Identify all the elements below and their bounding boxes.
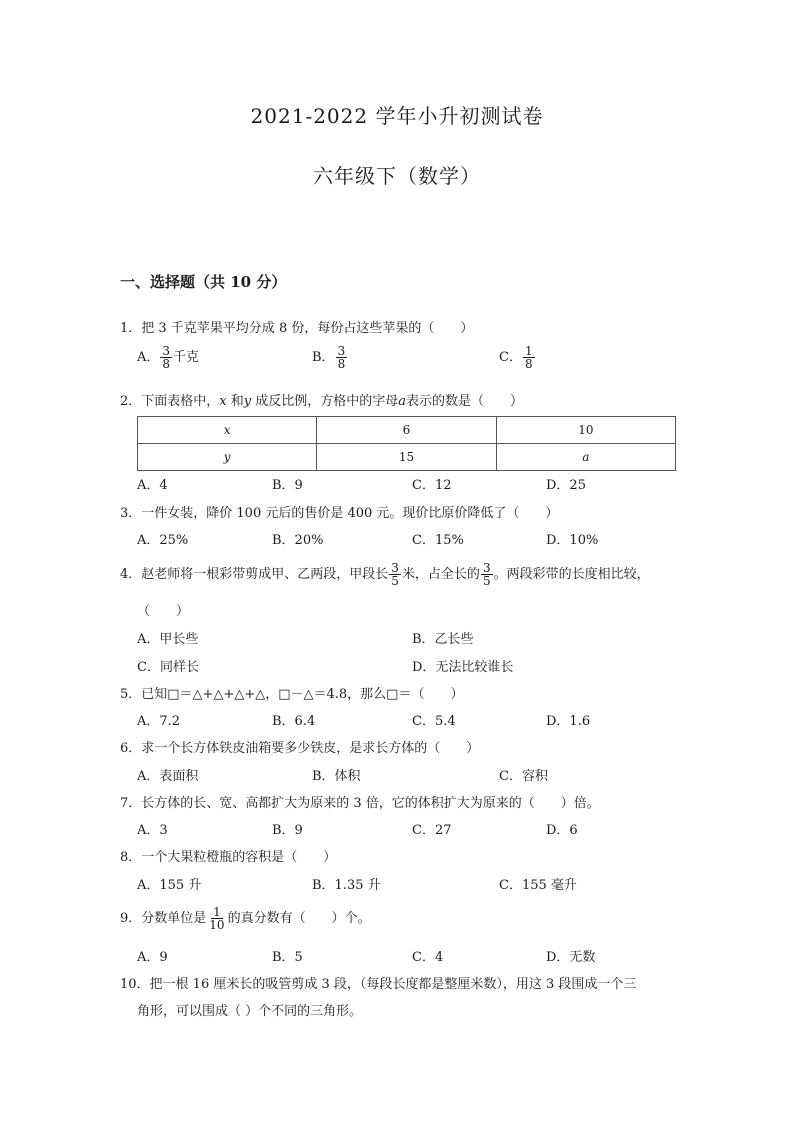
stem-text: 米，占全长的 <box>401 567 480 582</box>
question-7-option-c: C．27 <box>412 823 452 838</box>
question-9-option-b: B．5 <box>272 950 303 965</box>
question-5-option-d: D．1.6 <box>546 714 591 729</box>
question-9-option-c: C．4 <box>412 950 444 965</box>
stem-text: 表示的数是（ ） <box>406 394 524 409</box>
table-cell: x <box>138 417 317 444</box>
question-2-option-c: C．12 <box>412 478 452 493</box>
fraction <box>523 345 535 370</box>
question-3-option-d: D．10% <box>546 533 599 548</box>
question-4-option-c: C．同样长 <box>137 660 199 675</box>
question-8-option-b: B．1.35 升 <box>312 878 381 893</box>
fraction <box>336 345 348 370</box>
proportion-table <box>137 416 676 471</box>
denominator: 10 <box>209 918 225 932</box>
section-heading: 一、选择题（共 10 分） <box>120 273 287 291</box>
question-3-option-c: C．15% <box>412 533 464 548</box>
table-cell: 10 <box>496 417 675 444</box>
question-3-option-b: B．20% <box>272 533 324 548</box>
fraction <box>160 345 172 370</box>
question-7-option-a: A．3 <box>137 823 168 838</box>
question-7-option-d: D．6 <box>546 823 578 838</box>
question-2-stem <box>120 390 523 409</box>
stem-text: 成反比例，方格中的字母 <box>251 394 399 409</box>
denominator: 5 <box>482 574 491 588</box>
question-6-stem: 6．求一个长方体铁皮油箱要多少铁皮，是求长方体的（ ） <box>120 741 480 756</box>
question-8-stem: 8．一个大果粒橙瓶的容积是（ ） <box>120 850 337 865</box>
question-6-option-c: C．容积 <box>499 769 548 784</box>
stem-text: 4．赵老师将一根彩带剪成甲、乙两段，甲段长 <box>120 567 389 582</box>
question-4-answer-blank: （ ） <box>137 604 190 619</box>
question-6-option-a: A．表面积 <box>137 769 199 784</box>
question-3-option-a: A．25% <box>137 533 189 548</box>
option-label: C． <box>499 350 522 365</box>
numerator: 3 <box>162 344 171 358</box>
question-9-stem <box>120 906 371 931</box>
question-8-option-c: C．155 毫升 <box>499 878 577 893</box>
page-title: 2021-2022 学年小升初测试卷 <box>250 104 544 128</box>
stem-text: 的真分数有（ ）个。 <box>227 911 371 926</box>
fraction <box>207 906 226 931</box>
denominator: 8 <box>162 357 171 371</box>
question-5-option-c: C．5.4 <box>412 714 456 729</box>
table-cell: a <box>496 444 675 471</box>
fraction <box>389 562 401 587</box>
option-label: A． <box>137 350 160 365</box>
question-4-option-a: A．甲长些 <box>137 632 199 647</box>
question-9-option-d: D．无数 <box>546 950 596 965</box>
option-suffix: 千克 <box>173 350 200 365</box>
option-label: B． <box>312 350 335 365</box>
question-5-stem: 5．已知□＝△+△+△+△，□－△＝4.8，那么□＝（ ） <box>120 687 464 702</box>
denominator: 5 <box>391 574 399 588</box>
denominator: 8 <box>524 357 533 371</box>
table-row <box>138 417 676 444</box>
question-1-option-c <box>499 345 536 370</box>
question-4-option-b: B．乙长些 <box>412 632 474 647</box>
variable-y: y <box>243 394 252 409</box>
question-5-option-b: B．6.4 <box>272 714 316 729</box>
question-3-stem: 3．一件女装，降价 100 元后的售价是 400 元。现价比原价降低了（ ） <box>120 506 559 521</box>
question-9-option-a: A．9 <box>137 950 168 965</box>
question-7-stem: 7．长方体的长、宽、高都扩大为原来的 3 倍，它的体积扩大为原来的（ ）倍。 <box>120 796 600 811</box>
variable-a: a <box>398 394 407 409</box>
stem-text: 2．下面表格中， <box>120 394 220 409</box>
question-1-stem: 1．把 3 千克苹果平均分成 8 份，每份占这些苹果的（ ） <box>120 321 474 336</box>
question-4-option-d: D．无法比较谁长 <box>412 660 514 675</box>
question-1-option-a <box>137 345 199 370</box>
question-6-option-b: B．体积 <box>312 769 361 784</box>
question-4-stem <box>120 562 650 587</box>
variable-x: x <box>219 394 227 409</box>
question-5-option-a: A．7.2 <box>137 714 181 729</box>
stem-text: 和 <box>226 394 244 409</box>
numerator: 1 <box>213 905 221 919</box>
question-7-option-b: B．9 <box>272 823 303 838</box>
page-subtitle: 六年级下（数学） <box>313 164 481 188</box>
table-row <box>138 444 676 471</box>
numerator: 1 <box>524 344 533 358</box>
question-2-option-d: D．25 <box>546 478 586 493</box>
denominator: 8 <box>337 357 346 371</box>
table-cell: 6 <box>317 417 496 444</box>
question-2-option-a: A．4 <box>137 478 168 493</box>
stem-text: 。两段彩带的长度相比较， <box>493 567 650 582</box>
question-10-stem-line-1: 10．把一根 16 厘米长的吸管剪成 3 段，（每段长度都是整厘米数），用这 3 段围成一个三 <box>120 977 637 992</box>
question-10-stem-line-2: 角形，可以围成（ ）个不同的三角形。 <box>137 1004 363 1019</box>
numerator: 3 <box>391 561 399 575</box>
fraction <box>481 562 493 587</box>
numerator: 3 <box>482 561 491 575</box>
table-cell: 15 <box>317 444 496 471</box>
numerator: 3 <box>337 344 346 358</box>
question-2-option-b: B．9 <box>272 478 303 493</box>
question-8-option-a: A．155 升 <box>137 878 202 893</box>
question-1-option-b <box>312 345 348 370</box>
table-cell: y <box>138 444 317 471</box>
stem-text: 9．分数单位是 <box>120 911 207 926</box>
